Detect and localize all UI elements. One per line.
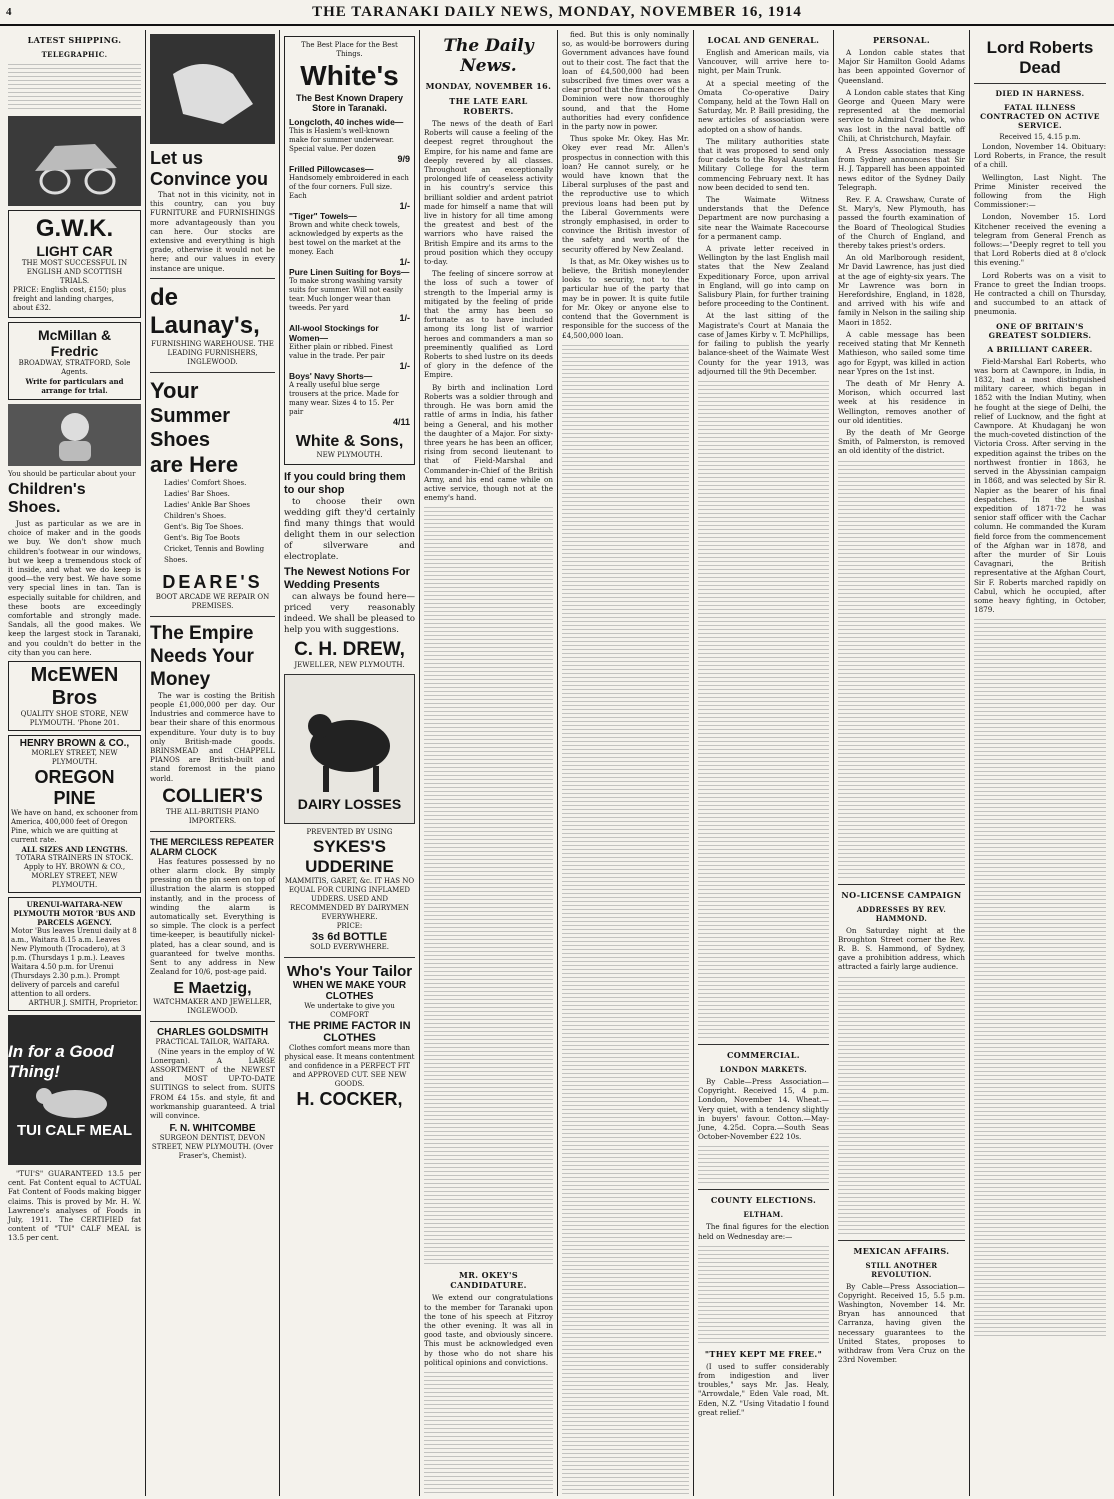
urenui-text: Motor 'Bus leaves Urenui daily at 8 a.m., Waitara 8.15 a.m. Leaves New Plymouth (Trocadero), at 3 p.m. (Thursdays 1 p.m.). Leaves Waitara 4.50 p.m. for Urenui (Thursdays 2.30 p.m.). Prompt delivery of parcels and careful attention to all orders.	[11, 927, 137, 999]
goldsmith-title: CHARLES GOLDSMITH	[156, 1026, 269, 1038]
item-name: "Tiger" Towels—	[289, 211, 357, 221]
section-heading: LOCAL AND GENERAL.	[707, 35, 820, 45]
deare-title: DEARE'S	[162, 571, 263, 592]
sykes-text: MAMMITIS, GARET, &c. IT HAS NO EQUAL FOR CURING INFLAMED UDDERS. USED AND RECOMMENDED BY DAIRYMEN EVERYWHERE.	[284, 877, 415, 921]
list-item: Cricket, Tennis and Bowling Shoes.	[164, 544, 265, 564]
column-7	[834, 30, 970, 1496]
article-continuation	[424, 505, 553, 1265]
children-text: Just as particular as we are in choice of maker and in the goods we buy. We don't show much children's footwear in our windows, but we keep a tremendous stock of it inside, and what we do keep is good—the very best. We have some very special lines in tan. Tan is especially suitable for children, and these boots are exceedingly comfortable and strongly made. Sandals, all the good makes. We keep the largest stock in Taranaki, and you couldn't do better in the city than you can here.	[8, 519, 141, 657]
news-paragraph: English and American mails, via Vancouver, will arrive here to-night, per Main Trunk.	[698, 48, 829, 76]
sykes-title: SYKES'S UDDERINE	[305, 837, 394, 876]
shipping-text-block	[8, 62, 141, 112]
article-paragraph: We extend our congratulations to the member for Taranaki upon the tone of his speech at Fitzroy the other evening. It was all in good taste, and obviously sincere. This must be acknowledged even by those who do not share his political opinions and convictions.	[424, 1293, 553, 1367]
gwk-subtitle: LIGHT CAR	[36, 243, 113, 259]
oregon-text: We have on hand, ex schooner from America, 400,000 feet of Oregon Pine, which we are quitting at current rate.	[11, 809, 138, 845]
repeater-title: THE MERCILESS REPEATER ALARM CLOCK	[150, 836, 274, 857]
news-paragraph: On Saturday night at the Broughton Street corner the Rev. R. B. S. Hammond, of Sydney, gave a prohibition address, which attracted a fairly large audience.	[838, 925, 965, 972]
news-paragraph: A London cable states that King George and Queen Mary were represented at the memorial service to Admiral Craddock, who was lost in the naval battle off Chili, at Christchurch, Mayfair.	[838, 87, 965, 143]
dairy-losses-illustration	[284, 674, 415, 824]
section-heading: PERSONAL.	[872, 35, 931, 45]
column-5	[558, 30, 694, 1496]
cow-icon	[295, 686, 405, 796]
column-6	[694, 30, 834, 1496]
cocker-line2: We undertake to give you COMFORT	[304, 1002, 395, 1019]
whitcombe-title: F. N. WHITCOMBE	[169, 1123, 256, 1135]
goldsmith-text: (Nine years in the employ of W. Lonergan). A LARGE ASSORTMENT of the NEWEST and MOST UP-TO-DATE SUITINGS to select from. SUITS FROM £4 15s. and style, fit and workmanship guaranteed. A trial will convince.	[150, 1046, 275, 1120]
cocker-sign: H. COCKER,	[296, 1089, 403, 1109]
cocker-text: Clothes comfort means more than physical ease. It means contentment and confidence in a PERFECT FIT and APPROVED CUT. SEE NEW GOODS.	[284, 1044, 415, 1088]
cocker-line1: WHEN WE MAKE YOUR CLOTHES	[292, 980, 407, 1002]
item-price: 9/9	[397, 154, 410, 164]
sub-heading: DIED IN HARNESS.	[995, 89, 1085, 98]
article-paragraph: Thus spoke Mr. Okey. Has Mr. Okey ever read Mr. Allen's prospectus in connection with this loan? He cannot surely, or he would have known that the Liberal surpluses of the past and the reproductive use to which previous loans had been put by the Liberal Governments were strongly emphasised, in order to convince the British investor of the safety and worth of the security offered by New Zealand.	[562, 134, 689, 254]
convince-title: Let us Convince you	[150, 148, 269, 189]
divider	[974, 83, 1106, 84]
mcewen-ad	[8, 661, 141, 731]
personal-continuation	[838, 459, 965, 879]
summer-title-1: Your	[150, 377, 199, 403]
section-heading: NO-LICENSE CAMPAIGN	[841, 889, 962, 900]
totara: TOTARA STRAINERS IN STOCK.	[15, 854, 134, 863]
news-paragraph: Wellington, Last Night. The Prime Minister received the following from the High Commissioner:—	[974, 172, 1106, 210]
urenui-sign: ARTHUR J. SMITH, Proprietor.	[28, 999, 138, 1008]
masthead	[0, 0, 1114, 26]
item-name: Frilled Pillowcases—	[289, 164, 374, 174]
sub-heading: LONDON MARKETS.	[719, 1064, 808, 1074]
apply: Apply to HY. BROWN & CO., MORLEY STREET, NEW PLYMOUTH.	[23, 863, 126, 890]
repeater-text: Has features possessed by no other alarm clock. By simply pressing on the pin seen on top of illustration the alarm is stopped instantly, and in the process of winding the alarm is automatically set. Everything is so simple. The clock is a perfect time-keeper, is beautifully nickel-plated, has a clear sound, and is guaranteed for twelve months. Sent to any address in New Zealand for 10/6, post-age paid.	[150, 856, 275, 977]
news-paragraph: By Cable—Press Association—Copyright. Received 15, 5.5 p.m. Washington, November 14. Mr. Bryan has announced that Carranza, having given the necessary guarantees to the United States, proposes to withdraw from Vera Cruz on the 23rd November.	[838, 1281, 965, 1365]
child-illustration	[8, 404, 141, 466]
notions-title: The Newest Notions For Wedding Presents	[284, 566, 410, 591]
goldsmith-sub: PRACTICAL TAILOR, WAITARA.	[155, 1037, 270, 1046]
mcmillan-note: Write for particulars and arrange for trial.	[25, 377, 124, 395]
deare-sub: BOOT ARCADE WE REPAIR ON PREMISES.	[155, 592, 270, 610]
mcmillan-ad	[8, 322, 141, 400]
page-columns	[4, 30, 1110, 1496]
section-heading: COMMERCIAL.	[727, 1049, 800, 1060]
news-paragraph: The final figures for the election held on Wednesday are:—	[698, 1222, 829, 1241]
list-item: Gent's. Big Toe Boots	[164, 533, 240, 542]
newspaper-title: THE TARANAKI DAILY NEWS, MONDAY, NOVEMBER 16, 1914	[312, 3, 802, 20]
sykes-price-label: PRICE:	[336, 922, 363, 930]
urenui-ad	[8, 897, 141, 1011]
mcmillan-addr: BROADWAY, STRATFORD, Sole Agents.	[18, 359, 131, 376]
list-item: Ladies' Bar Shoes.	[164, 489, 230, 498]
item-desc: Brown and white check towels, acknowledged by experts as the best towel on the market at the money. Each	[289, 221, 404, 256]
sub-heading: ADDRESSES BY REV. HAMMOND.	[856, 904, 947, 923]
convince-text: That not in this vicinity, not in this country, can you buy FURNITURE and FURNISHINGS more advantageously than you can here. Our stocks are extensive and everything is high grade, otherwise it would not be here; and our values in every instance are unique.	[150, 190, 275, 273]
cocker-title: Who's Your Tailor	[286, 963, 413, 980]
notions-text: can always be found here—priced very reasonably indeed. We shall be pleased to help you with suggestions.	[284, 592, 415, 635]
list-item: Ladies' Ankle Bar Shoes	[164, 500, 250, 509]
news-paragraph: London, November 15. Lord Kitchener received the evening a telegram from General French as follows:—"Deeply regret to tell you that Lord Roberts died at 8 o'clock this evening."	[974, 212, 1106, 268]
divider	[150, 278, 275, 279]
list-item: Ladies' Comfort Shoes.	[164, 478, 247, 487]
item-price: 1/-	[399, 361, 410, 371]
column-8	[970, 30, 1110, 1496]
divider	[150, 1021, 275, 1022]
item-price: 1/-	[399, 313, 410, 323]
news-paragraph: The military authorities state that it was proposed to send only four cadets to the Royal Australian Military College for the term commencing February next. It has now been decided to send ten.	[698, 136, 829, 192]
gwk-desc: THE MOST SUCCESSFUL IN ENGLISH AND SCOTTISH TRIALS.	[21, 259, 128, 285]
henry-title: HENRY BROWN & CO.,	[19, 738, 130, 750]
issue-date: MONDAY, NOVEMBER 16.	[425, 81, 552, 91]
nameplate: The Daily News.	[443, 36, 534, 76]
whites-title: White's	[300, 60, 399, 91]
whites-ad	[284, 36, 415, 465]
gwk-ad	[8, 210, 141, 318]
child-icon	[45, 407, 105, 463]
empire-text: The war is costing the British people £1,000,000 per day. Our Industries and commerce have to bear their share of this enormous expenditure. Your duty is to buy only British-made goods. BRINSMEAD and CHAPPELL PIANOS are British-built and stand foremost in the piano world.	[150, 690, 275, 783]
news-paragraph: By Cable—Press Association—Copyright. Received 15, 4 p.m. London, November 14. Wheat.—Very quiet, with a tendency slightly in buyers' favour. Cotton.—May-June, 4.25d. Copra.—South Seas October-November £22 10s.	[698, 1076, 829, 1142]
news-paragraph: A private letter received in Wellington by the last English mail states that the New Zealand Expeditionary Force, upon arrival in England, will go into camp on Salisbury Plain, for further training before proceeding to the Continent.	[698, 244, 830, 309]
item-price: 4/11	[392, 417, 410, 427]
shipping-head: LATEST SHIPPING.	[27, 35, 122, 45]
news-paragraph: At the last sitting of the Magistrate's Court at Manaia the case of James Kirby v. T. McPhillips, for failing to publish the yearly balance-sheet of the Waimate West County for the year 1913, was adjourned till the 9th December.	[698, 311, 829, 376]
sub-heading: ELTHAM.	[743, 1210, 784, 1220]
news-paragraph: By the death of Mr George Smith, of Palmerston, is removed an old identity of the district.	[838, 427, 965, 456]
car-icon	[25, 126, 125, 196]
news-paragraph: London, November 14. Obituary: Lord Roberts, in France, the result of a chill.	[974, 142, 1106, 170]
divider	[150, 616, 275, 617]
whites-sign: White & Sons,	[295, 433, 404, 450]
section-heading: "THEY KEPT ME FREE."	[704, 1348, 823, 1359]
urenui-title: URENUI-WAITARA-NEW PLYMOUTH MOTOR 'BUS AND PARCELS AGENCY.	[13, 900, 136, 928]
drew-text: to choose their own wedding gift they'd certainly find many things that would delight them in our selection of silverware and electroplate.	[284, 497, 415, 562]
sykes-prevented: PREVENTED BY USING	[306, 828, 393, 836]
news-paragraph: Rev. F. A. Crawshaw, Curate of St. Mary's, New Plymouth, has passed the fourth examination of the Board of Theological Studies of the Church of England, and thereby takes priest's orders.	[838, 195, 965, 251]
sykes-sold: SOLD EVERYWHERE.	[310, 943, 389, 951]
article-paragraph: The news of the death of Earl Roberts will cause a feeling of the deepest regret throughout the Empire, for his name and fame are deeply revered by all classes. Throughout an exceptionally prolonged life of ceaseless activity in his country's service this brilliant soldier and ardent patriot made for himself a name that will live in history for all time among the greatest and best of the warriors who have raised the British Empire and its arms to the proud position which they occupy to-day.	[424, 119, 553, 267]
news-paragraph: An old Marlborough resident, Mr David Lawrence, has just died at the age of eighty-six years. The Mr Lawrence was born in Herefordshire, England, in 1828, and arrived with his wife and family in Nelson in the sailing ship Maori in 1852.	[838, 253, 965, 327]
item-desc: To make strong washing varsity suits for summer. Will not easily tear. Much longer wear than tweeds. Per yard	[289, 277, 404, 312]
news-paragraph: At a special meeting of the Omata Co-operative Dairy Company, held at the Town Hall on Saturday, Mr. P. Baill presiding, the new articles of association were adopted on a show of hands.	[698, 78, 829, 134]
whites-top: The Best Place for the Best Things.	[301, 41, 398, 58]
drew-sub: JEWELLER, NEW PLYMOUTH.	[294, 661, 405, 669]
divider	[150, 831, 275, 832]
pointing-hand-illustration	[150, 34, 275, 144]
page-number: 4	[6, 6, 13, 18]
section-heading: COUNTY ELECTIONS.	[710, 1195, 817, 1206]
item-name: All-wool Stockings for Women—	[289, 323, 379, 343]
divider	[698, 1044, 829, 1045]
news-paragraph: The Waimate Witness understands that the Defence Department are now purchasing a site near the Waimate Racecourse for a permanent camp.	[698, 195, 829, 241]
career-continuation	[974, 617, 1106, 1337]
gwk-title: G.W.K.	[35, 215, 114, 242]
children-intro: You should be particular about your	[8, 470, 136, 478]
hand-icon	[163, 44, 263, 134]
sub-heading: STILL ANOTHER REVOLUTION.	[865, 1260, 938, 1279]
received-line: Received 15, 4.15 p.m.	[999, 133, 1081, 141]
sykes-price: 3s 6d BOTTLE	[311, 931, 388, 943]
collier-title: COLLIER'S	[162, 785, 263, 807]
campaign-continuation	[838, 975, 965, 1235]
news-paragraph: Field-Marshal Earl Roberts, who was born at Cawnpore, in India, in 1832, had a most distinguished military career, which began in 1852 with the Indian Mutiny, when he fought at the siege of Delhi, the relief of Lucknow, and the fight at Cawnpore. At Khudaganj he won the much-coveted distinction of the Victoria Cross. After serving in the expedition against the tribes on the northwest frontier in 1863, he served in the Abyssinian campaign in 1868, and was selected by Sir R. Napier as the bearer of his final despatches. In the Lushai expedition of 1871-72 he was senior staff officer with the Cachar column. He commanded the Kuram field force from the commencement of the Afghan war in 1878, and after the murder of Sir Louis Cavagnari, the British representative at the Afghan Court, Sir F. Roberts marched rapidly on Cabul, which he occupied, after some heavy fighting, in October, 1879.	[974, 356, 1106, 615]
henry-brown-ad	[8, 735, 141, 893]
list-item: Gent's. Big Toe Shoes.	[164, 522, 244, 531]
article-paragraph: Is that, as Mr. Okey wishes us to believe, the British moneylender looks to security, not to the particular hue of the party that may be in power. It is quite futile for Mr. Okey or anyone else to contend that the Government is responsible for the success of the £4,500,000 loan.	[562, 256, 689, 340]
sub-heading: ONE OF BRITAIN'S GREATEST SOLDIERS.	[988, 321, 1092, 340]
lead-headline: Lord Roberts Dead	[986, 38, 1094, 77]
tui-banner: In for a Good Thing!	[8, 1041, 114, 1081]
column-4	[420, 30, 558, 1496]
item-price: 1/-	[399, 201, 410, 211]
maetzig-title: E Maetzig,	[173, 979, 252, 997]
news-paragraph: A London cable states that Major Sir Hamilton Goold Adams has been appointed Governor of Queensland.	[838, 48, 965, 85]
markets-continuation	[698, 1144, 829, 1184]
tui-text: "TUI'S" GUARANTEED 13.5 per cent. Fat Content equal to ACTUAL Fat Content of Foods making bigger claims. This is proved by Mr. H. W. Lawrence's analyses of Foods in July, 1911. The CERTIFIED fat content of "TUI" CALF MEAL is 13.5 per cent.	[8, 1169, 141, 1243]
gwk-price: PRICE: English cost, £150; plus freight and landing charges, about £32.	[13, 286, 126, 312]
item-name: Longcloth, 40 inches wide—	[289, 117, 404, 127]
election-continuation	[698, 1244, 829, 1344]
whitcombe-sub: SURGEON DENTIST, DEVON STREET, NEW PLYMOUTH. (Over Fraser's, Chemist).	[151, 1134, 274, 1161]
item-desc: This is Haslem's well-known make for summer underwear. Special value. Per dozen	[289, 127, 394, 153]
article-paragraph: fied. But this is only nominally so, as would-be borrowers during Government advances have found out to their cost. The fact that the loan of £4,500,000 had been subscribed five times over was a clear proof that the finances of the Dominion were now thoroughly sound, and that the Home authorities had every confidence in the party now in power.	[562, 30, 689, 132]
children-title: Children's Shoes.	[8, 481, 86, 516]
summer-title-3: are Here	[150, 451, 239, 477]
tui-calf-meal-ad	[8, 1015, 141, 1165]
cow-icon	[30, 1082, 120, 1122]
divider	[838, 1240, 965, 1241]
telegraphic-head: TELEGRAPHIC.	[41, 50, 108, 59]
henry-addr: MORLEY STREET, NEW PLYMOUTH.	[31, 749, 118, 767]
item-desc: A really useful blue serge trousers at the price. Made for many wear. Sizes 4 to 15. Per pair	[289, 381, 399, 416]
column-1	[4, 30, 146, 1496]
column-2	[146, 30, 280, 1496]
news-paragraph: A Press Association message from Sydney announces that Sir H. J. Tapparell has been appointed news editor of the Sydney Daily Telegraph.	[838, 146, 965, 192]
empire-title: The Empire Needs Your Money	[150, 622, 254, 690]
divider	[150, 372, 275, 373]
article-paragraph: The feeling of sincere sorrow at the loss of such a tower of strength to the Imperial army is mitigated by the feeling of pride that the army has been so fortunate as to have included among its long list of warrior heroes and commanders a man so preeminently qualified as Lord Roberts to shed lustre on its deeds of glory in the defence of the Empire.	[424, 269, 553, 380]
oregon-title: OREGON PINE	[34, 767, 115, 809]
summer-title-2: Summer Shoes	[150, 404, 231, 451]
article-heading: MR. OKEY'S CANDIDATURE.	[450, 1270, 527, 1291]
sub-heading: FATAL ILLNESS CONTRACTED ON ACTIVE SERVICE.	[980, 103, 1100, 130]
article-continuation	[562, 343, 689, 1496]
whites-sign-sub: NEW PLYMOUTH.	[316, 451, 383, 459]
mcewen-sub: QUALITY SHOE STORE, NEW PLYMOUTH. 'Phone 201.	[20, 710, 129, 728]
car-illustration	[8, 116, 141, 206]
item-desc: Handsomely embroidered in each of the four corners. Full size. Each	[289, 174, 409, 200]
dairy-banner: DAIRY LOSSES	[297, 796, 402, 812]
item-name: Boys' Navy Shorts—	[289, 371, 373, 381]
divider	[284, 957, 415, 958]
item-desc: Either plain or ribbed. Finest value in the trade. Per pair	[289, 343, 393, 360]
whites-sub: The Best Known Drapery Store in Taranaki.	[295, 93, 404, 113]
sub-heading: A BRILLIANT CAREER.	[987, 344, 1093, 354]
drew-title: C. H. DREW,	[294, 639, 405, 660]
news-paragraph: A cable message has been received stating that Mr Kenneth Mathieson, who sailed some time ago for Egypt, was killed in action near Ypres on the 1st inst.	[838, 329, 965, 376]
delaunay-sub: FURNISHING WAREHOUSE. THE LEADING FURNISHERS, INGLEWOOD.	[151, 339, 274, 366]
cocker-line3: THE PRIME FACTOR IN CLOTHES	[288, 1020, 411, 1044]
sizes: ALL SIZES AND LENGTHS.	[21, 845, 128, 855]
mcmillan-title: McMillan & Fredric	[37, 327, 112, 359]
article-paragraph: By birth and inclination Lord Roberts was a soldier through and through. He was born amid the rattle of arms in India, his father being a General, and his mother the daughter of a Major. For sixty-three years he has been an officer, rising from second lieutenant to that of Field-Marshal and Commander-in-Chief of the British Army, and his end came while on active service, though not at the enemy's hand.	[424, 382, 553, 503]
summer-shoe-list	[150, 478, 275, 566]
mcewen-title: McEWEN Bros	[30, 664, 119, 710]
delaunay-title: de Launay's,	[150, 283, 260, 339]
divider	[838, 884, 965, 885]
maetzig-sub: WATCHMAKER AND JEWELLER, INGLEWOOD.	[153, 997, 272, 1015]
list-item: Children's Shoes.	[164, 511, 227, 520]
item-name: Pure Linen Suiting for Boys—	[289, 267, 410, 277]
drew-intro: If you could bring them to our shop	[284, 471, 406, 496]
section-heading: MEXICAN AFFAIRS.	[853, 1245, 950, 1256]
news-continuation	[698, 379, 829, 1039]
column-3	[280, 30, 420, 1496]
news-paragraph: (I used to suffer considerably from indigestion and liver troubles," says Mr. Jas. Healy, "Arrowdale," Eden Vale road, Mt. Eden, N.Z. "Using Vitadatio I found great relief."	[698, 1361, 829, 1417]
tui-brand: TUI CALF MEAL	[17, 1121, 132, 1139]
news-paragraph: Lord Roberts was on a visit to France to greet the Indian troops. He contracted a chill on Thursday, and succumbed to an attack of pneumonia.	[974, 270, 1106, 317]
article-heading: THE LATE EARL ROBERTS.	[449, 96, 528, 116]
news-paragraph: The death of Mr Henry A. Morison, which occurred last week at his residence in Wellington, removes another of our old identities.	[838, 378, 965, 425]
collier-sub: THE ALL-BRITISH PIANO IMPORTERS.	[166, 807, 259, 825]
divider	[698, 1189, 829, 1190]
item-price: 1/-	[399, 257, 410, 267]
article-continuation	[424, 1370, 553, 1496]
